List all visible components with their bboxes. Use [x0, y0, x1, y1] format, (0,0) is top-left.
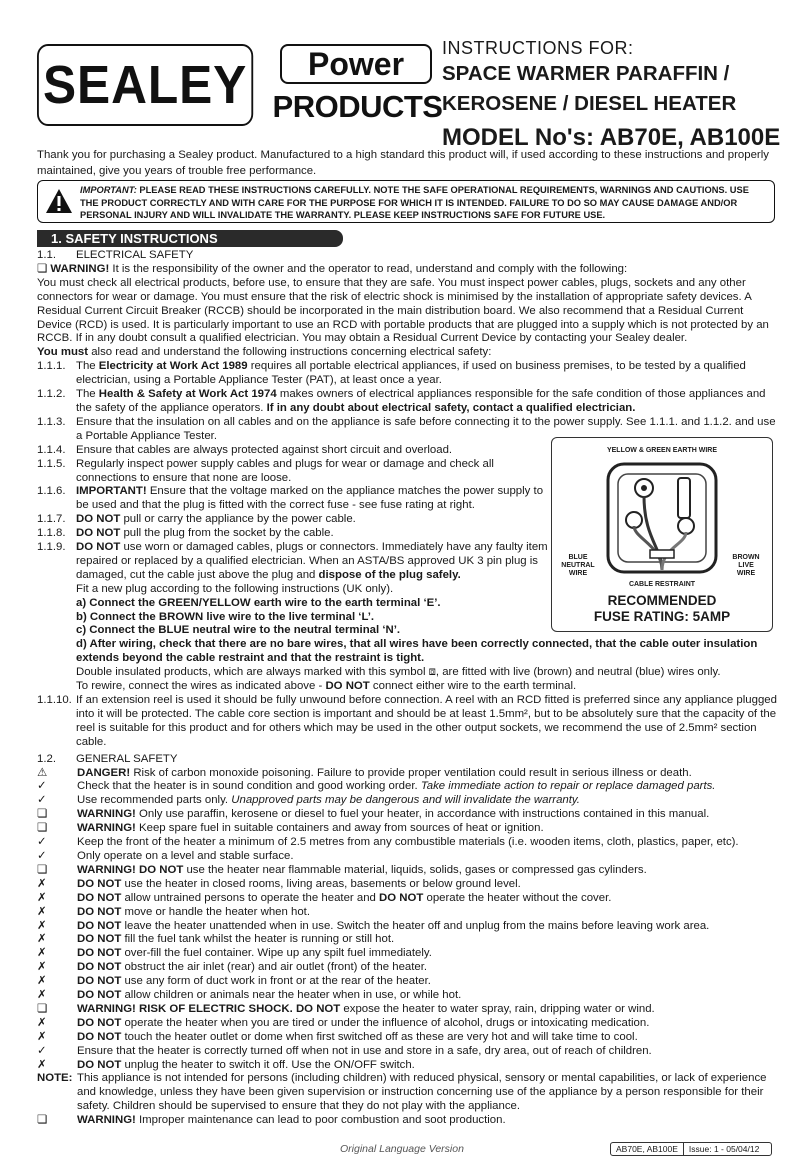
- must-text: also read and understand the following instructions concerning electrical safety:: [88, 346, 492, 359]
- bullet-symbol-icon: ✗: [37, 961, 47, 974]
- important-body: PLEASE READ THESE INSTRUCTIONS CAREFULLY. NOTE THE SAFE OPERATIONAL REQUIREMENTS, WARNINGS AND CAUTIONS. USE THE PRODUCT CORRECTLY AND WITH CARE FOR THE PURPOSE FOR WHICH IT IS INTENDED. FAILURE TO DO SO MAY CAUSE DAMAGE AND/OR PERSONAL INJURY AND WILL INVALIDATE THE WARRANTY. PLEASE KEEP INSTRUCTIONS SAFE FOR FUTURE USE.: [80, 185, 749, 220]
- subsection-title: GENERAL SAFETY: [76, 752, 178, 765]
- fuse-rating: [552, 593, 772, 625]
- bullet-symbol-icon: ✗: [37, 989, 47, 1002]
- item-number: 1.1.: [37, 249, 56, 261]
- blue-wire-label: BLUE NEUTRAL WIRE: [561, 554, 595, 577]
- must-line: [37, 346, 777, 360]
- bullet-symbol-icon: ✓: [37, 1044, 47, 1057]
- checkbox-icon: ❏: [37, 262, 51, 275]
- wiring-step-a: a) Connect the GREEN/YELLOW earth wire to the earth terminal ‘E’.: [76, 596, 441, 609]
- item-number: 1.1.6.: [37, 485, 66, 498]
- item-number: 1.1.4.: [37, 443, 66, 456]
- bullet-symbol-icon: ✗: [37, 947, 47, 960]
- products-logo: PRODUCTS: [272, 89, 443, 124]
- bullet-symbol-icon: ✓: [37, 794, 47, 807]
- item-number: 1.1.9.: [37, 541, 66, 554]
- intro-text: Thank you for purchasing a Sealey product. Manufactured to a high standard this product will, if used according to these instructions and properly maintained, give you years of trouble free performance.: [37, 149, 769, 177]
- list-item: 1.1.7. DO NOT pull or carry the appliance by the power cable.: [37, 513, 356, 526]
- cable-restraint-label: CABLE RESTRAINT: [628, 581, 696, 588]
- model-title: MODEL No's: AB70E, AB100E: [442, 124, 781, 151]
- bullet-symbol-icon: ✗: [37, 1016, 47, 1029]
- plug-wiring-diagram: [551, 437, 773, 632]
- title-block: [442, 37, 802, 154]
- bullet-symbol-icon: ✗: [37, 933, 47, 946]
- fuse-rating-label: FUSE RATING: 5AMP: [593, 609, 731, 624]
- general-safety-item: ✓ Ensure that the heater is correctly turned off when not in use and store in a safe, dry area, out of reach of children.: [37, 1044, 652, 1057]
- general-safety-item: ✓ Use recommended parts only. Unapproved parts may be dangerous and will invalidate the warranty.: [37, 794, 580, 807]
- general-safety-item: ✓ Keep the front of the heater a minimum of 2.5 metres from any combustible materials (i.e. wooden items, cloth, plastics, paper, etc).: [37, 836, 739, 849]
- general-safety-item: ✗ DO NOT allow untrained persons to operate the heater and DO NOT operate the heater without the cover.: [37, 891, 612, 904]
- checkbox-icon: ❏: [37, 1114, 48, 1127]
- subsection-heading: [37, 753, 777, 767]
- item-number: 1.1.1.: [37, 360, 66, 373]
- footer-issue-box: [610, 1142, 772, 1156]
- general-safety-item: ✗ DO NOT fill the fuel tank whilst the heater is running or still hot.: [37, 933, 395, 946]
- item-number: 1.1.10.: [37, 694, 72, 706]
- subsection-heading: [37, 249, 777, 263]
- bullet-symbol-icon: ❏: [37, 1002, 48, 1015]
- warning-lead: WARNING!: [50, 262, 110, 275]
- list-item: 1.1.6. IMPORTANT! Ensure that the voltage marked on the appliance matches the power supply to be used and that the plug is fitted with the correct fuse - see fuse rating at right.: [37, 485, 544, 512]
- general-safety-item: ✗ DO NOT operate the heater when you are tired or under the influence of alcohol, drugs or intoxicating medication.: [37, 1016, 650, 1029]
- plug-illustration: [600, 458, 725, 576]
- bullet-symbol-icon: ✓: [37, 780, 47, 793]
- must-lead: You must: [37, 346, 89, 359]
- bullet-symbol-icon: ❏: [37, 822, 48, 835]
- bullet-symbol-icon: ✗: [37, 877, 47, 890]
- general-safety-item: ❏ WARNING! DO NOT use the heater near flammable material, liquids, solids, gases or compressed gas cylinders.: [37, 863, 647, 876]
- bullet-symbol-icon: ✗: [37, 919, 47, 932]
- list-item: 1.1.3. Ensure that the insulation on all cables and on the appliance is safe before connecting it to the power supply. See 1.1.1. and 1.1.2. and use a Portable Appliance Tester.: [37, 415, 776, 442]
- bullet-symbol-icon: ✗: [37, 891, 47, 904]
- general-safety-item: ❏ WARNING! RISK OF ELECTRIC SHOCK. DO NOT expose the heater to water spray, rain, dripping water or wind.: [37, 1002, 655, 1015]
- note-text: This appliance is not intended for persons (including children) with reduced physical, sensory or mental capabilities, or lack of experience and knowledge, unless they have been given supervision or instruction concerning use of the appliance by a person responsible for their safety. Children should be supervised to ensure that they do not play with the appliance.: [77, 1072, 767, 1113]
- list-item: 1.1.4. Ensure that cables are always protected against short circuit and overload.: [37, 443, 453, 456]
- recommended-label: RECOMMENDED: [607, 593, 717, 608]
- bullet-symbol-icon: ⚠: [37, 766, 48, 779]
- double-insulated-note: Double insulated products, which are always marked with this symbol ⧈, are fitted with live (brown) and neutral (blue) wires only.: [76, 666, 721, 679]
- title-line-1: SPACE WARMER PARAFFIN /: [442, 62, 730, 85]
- note-lead: NOTE:: [37, 1072, 73, 1085]
- bullet-symbol-icon: ❏: [37, 808, 48, 821]
- general-safety-item: ⚠ DANGER! Risk of carbon monoxide poisoning. Failure to provide proper ventilation could result in serious illness or death.: [37, 766, 692, 779]
- final-warning: ❏ WARNING! Improper maintenance can lead to poor combustion and soot production.: [37, 1114, 506, 1127]
- general-safety-item: ✗ DO NOT touch the heater outlet or dome when first switched off as these are very hot and will take time to cool.: [37, 1030, 638, 1043]
- important-box: [37, 180, 775, 223]
- warning-text: It is the responsibility of the owner and the operator to read, understand and comply with the following:: [109, 262, 628, 275]
- section-heading-safety: 1. SAFETY INSTRUCTIONS: [37, 230, 343, 247]
- bullet-symbol-icon: ✗: [37, 1058, 47, 1071]
- list-item: 1.1.1. The Electricity at Work Act 1989 requires all portable electrical appliances, if used on business premises, to be tested by a qualified electrician, using a Portable Appliance Tester (PAT), at least once a year.: [37, 360, 746, 387]
- important-text: [80, 184, 770, 222]
- instructions-for: INSTRUCTIONS FOR:: [442, 38, 634, 58]
- general-safety-item: ✓ Check that the heater is in sound condition and good working order. Take immediate action to repair or replace damaged parts.: [37, 780, 716, 793]
- general-safety-item: ❏ WARNING! Only use paraffin, kerosene or diesel to fuel your heater, in accordance with instructions contained in this manual.: [37, 808, 710, 821]
- warning-line: [37, 263, 777, 277]
- general-safety-item: ✗ DO NOT unplug the heater to switch it off. Use the ON/OFF switch.: [37, 1058, 415, 1071]
- general-safety-item: ✗ DO NOT move or handle the heater when hot.: [37, 905, 310, 918]
- list-item: 1.1.9. DO NOT use worn or damaged cables, plugs or connectors. Immediately have any faulty item repaired or replaced by a qualified electrician. When an ASTA/BS approved UK 3 pin plug is damaged, cut the cable just above the plug and dispose of the plug safely. Fit a new plug according to the following instructions (UK only).: [37, 541, 548, 595]
- warning-triangle-icon: [44, 187, 74, 215]
- general-safety-item: ✗ DO NOT use the heater in closed rooms, living areas, basements or below ground level.: [37, 877, 521, 890]
- brown-wire-label: BROWN LIVE WIRE: [732, 554, 760, 577]
- item-number: 1.1.3.: [37, 415, 66, 428]
- general-safety-item: ✗ DO NOT over-fill the fuel container. Wipe up any spilt fuel immediately.: [37, 947, 432, 960]
- item-number: 1.1.7.: [37, 513, 66, 526]
- wiring-step-c: c) Connect the BLUE neutral wire to the neutral terminal ‘N’.: [76, 624, 401, 637]
- bullet-symbol-icon: ✓: [37, 849, 47, 862]
- list-item: 1.1.2. The Health & Safety at Work Act 1974 makes owners of electrical appliances responsible for the safe condition of those appliances and the safety of the appliance operators. If in any doubt about electrical safety, contact a qualified electrician.: [37, 388, 766, 414]
- bullet-symbol-icon: ✗: [37, 905, 47, 918]
- note-line: [37, 1072, 777, 1114]
- item-number: 1.1.8.: [37, 527, 66, 540]
- bullet-symbol-icon: ✗: [37, 1030, 47, 1043]
- subsection-title: ELECTRICAL SAFETY: [76, 249, 194, 261]
- earth-wire-label: YELLOW & GREEN EARTH WIRE: [606, 447, 718, 454]
- bullet-symbol-icon: ✗: [37, 975, 47, 988]
- important-lead: IMPORTANT:: [80, 185, 137, 195]
- item-number: 1.1.5.: [37, 457, 66, 470]
- general-safety-list: [37, 767, 777, 1073]
- item-number: 1.1.2.: [37, 388, 66, 401]
- list-item: 1.1.8. DO NOT pull the plug from the socket by the cable.: [37, 527, 334, 540]
- power-logo: Power: [280, 44, 432, 84]
- footer-issue: Issue: 1 - 05/04/12: [683, 1143, 764, 1155]
- bullet-symbol-icon: ❏: [37, 863, 48, 876]
- general-safety-item: ✗ DO NOT allow children or animals near the heater when in use, or while hot.: [37, 989, 462, 1002]
- rewire-note: To rewire, connect the wires as indicated above - DO NOT connect either wire to the earth terminal.: [76, 680, 577, 693]
- title-line-2: KEROSENE / DIESEL HEATER: [442, 92, 737, 115]
- footer-model: AB70E, AB100E: [616, 1144, 678, 1154]
- general-safety-item: ✗ DO NOT obstruct the air inlet (rear) and air outlet (front) of the heater.: [37, 961, 428, 974]
- list-item: 1.1.10. If an extension reel is used it should be fully unwound before connection. A reel with an RCD fitted is preferred since any appliance plugged into it will be protected. The cable core section is important and should be at least 1.5mm², but to be absolutely sure that the capacity of the reel is suitable for this product and for others which may be used in the other output sockets, we recommend the use of 2.5mm² section cable.: [37, 694, 777, 748]
- wiring-step-d: d) After wiring, check that there are no bare wires, that all wires have been correctly connected, that the cable outer insulation extends beyond the cable restraint and that the restraint is tight.: [76, 638, 758, 665]
- original-language-note: Original Language Version: [340, 1143, 464, 1155]
- general-safety-item: ✗ DO NOT use any form of duct work in front or at the rear of the heater.: [37, 975, 431, 988]
- sealey-power-products-logo: [37, 44, 443, 128]
- general-safety-item: ❏ WARNING! Keep spare fuel in suitable containers and away from sources of heat or ignition.: [37, 822, 544, 835]
- bullet-symbol-icon: ✓: [37, 836, 47, 849]
- general-safety-item: ✗ DO NOT leave the heater unattended when in use. Switch the heater off and unplug from the mains before leaving work area.: [37, 919, 710, 932]
- electrical-paragraph: You must check all electrical products, before use, to ensure that they are safe. You must inspect power cables, plugs, sockets and any other connectors for wear or damage. You must ensure that the risk of electric shock is minimised by the installation of appropriate safety devices. A Residual Current Circuit Breaker (RCCB) should be incorporated in the main distribution board. We also recommend that a Residual Current Device (RCD) is used. It is particularly important to use an RCD with portable products that are plugged into a supply which is not protected by an RCCB. If in any doubt consult a qualified electrician. You may obtain a Residual Current Device by contacting your Sealey dealer.: [37, 276, 769, 345]
- general-safety-item: ✓ Only operate on a level and stable surface.: [37, 849, 294, 862]
- wiring-step-b: b) Connect the BROWN live wire to the live terminal ‘L’.: [76, 610, 375, 623]
- document-body: [37, 249, 777, 1128]
- item-number: 1.2.: [37, 752, 56, 765]
- list-item: 1.1.5. Regularly inspect power supply cables and plugs for wear or damage and check all connections to ensure that none are loose.: [37, 457, 494, 484]
- brand-logo: SEALEY: [37, 44, 253, 126]
